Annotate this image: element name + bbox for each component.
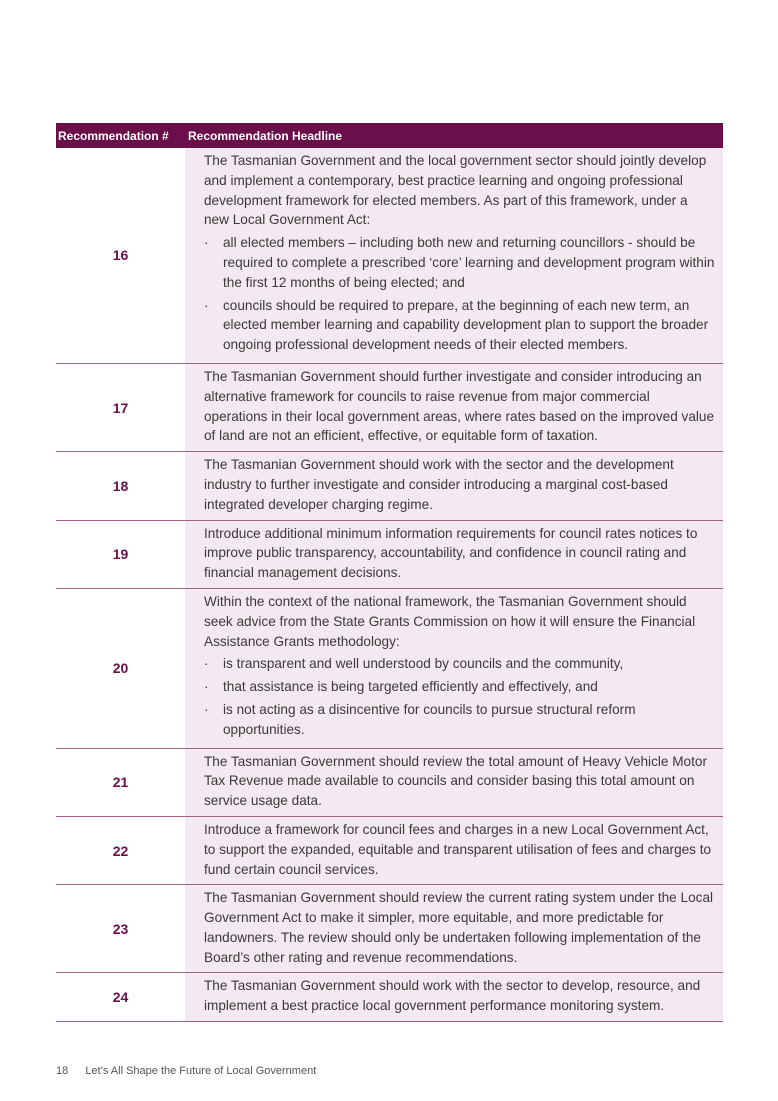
recommendation-number: 24 xyxy=(56,973,185,1022)
table-row xyxy=(56,452,723,520)
page-number: 18 xyxy=(56,1065,69,1077)
recommendations-table xyxy=(56,123,723,1022)
recommendation-number: 20 xyxy=(56,588,185,748)
recommendation-text: The Tasmanian Government should review the total amount of Heavy Vehicle Motor Tax Revenue made available to councils and consider basing this total amount on service usage data. xyxy=(204,753,707,809)
bullet-item: · all elected members – including both new and returning councillors - should be required to complete a prescribed ‘core’ learning and development program within the first 12 months of being elected; and xyxy=(204,233,715,292)
recommendation-headline xyxy=(185,363,723,451)
recommendation-number: 21 xyxy=(56,748,185,816)
recommendation-text: Introduce additional minimum information requirements for council rates notices to improve public transparency, accountability, and confidence in council rating and financial management decisions. xyxy=(204,525,698,581)
bullet-list xyxy=(204,233,715,355)
recommendation-headline xyxy=(185,973,723,1022)
recommendation-text: The Tasmanian Government and the local government sector should jointly develop and implement a contemporary, best practice learning and ongoing professional development framework for elected members. As part of this framework, under a new Local Government Act: xyxy=(204,153,707,228)
column-header-number: Recommendation # xyxy=(56,123,185,148)
bullet-item: · is not acting as a disincentive for councils to pursue structural reform opportunities. xyxy=(204,700,715,740)
recommendation-text: Within the context of the national framework, the Tasmanian Government should seek advice from the State Grants Commission on how it will ensure the Financial Assistance Grants methodology: xyxy=(204,593,696,649)
bullet-item: · that assistance is being targeted efficiently and effectively, and xyxy=(204,677,715,697)
recommendation-text: The Tasmanian Government should work with the sector to develop, resource, and implement a best practice local government performance monitoring system. xyxy=(204,978,701,1014)
recommendation-headline xyxy=(185,816,723,884)
recommendation-text: The Tasmanian Government should work with the sector and the development industry to further investigate and consider introducing a marginal cost-based integrated developer charging regime. xyxy=(204,457,674,512)
recommendation-headline xyxy=(185,748,723,816)
recommendation-headline xyxy=(185,520,723,588)
table-row xyxy=(56,748,723,816)
recommendation-text: The Tasmanian Government should review the current rating system under the Local Government Act to make it simpler, more equitable, and more predictable for landowners. The review should only be undertaken following implementation of the Board’s other rating and revenue recommendations. xyxy=(204,890,714,965)
recommendation-headline xyxy=(185,588,723,748)
recommendation-headline xyxy=(185,148,723,363)
bullet-item: · is transparent and well understood by councils and the community, xyxy=(204,654,715,674)
document-title: Let’s All Shape the Future of Local Government xyxy=(85,1065,317,1077)
bullet-list xyxy=(204,654,715,739)
table-row xyxy=(56,148,723,363)
recommendation-number: 22 xyxy=(56,816,185,884)
table-row xyxy=(56,973,723,1022)
recommendation-number: 16 xyxy=(56,148,185,363)
table-row xyxy=(56,520,723,588)
recommendation-text: The Tasmanian Government should further investigate and consider introducing an alternative framework for councils to raise revenue from major commercial operations in their local government areas, where rates based on the improved value of land are not an efficient, effective, or equitable form of taxation. xyxy=(204,368,715,444)
recommendation-headline xyxy=(185,452,723,520)
recommendation-number: 18 xyxy=(56,452,185,520)
table-body xyxy=(56,148,723,1022)
page-footer xyxy=(56,1065,316,1077)
table-row xyxy=(56,816,723,884)
table-header-row xyxy=(56,123,723,148)
table-row xyxy=(56,885,723,973)
recommendation-number: 19 xyxy=(56,520,185,588)
bullet-item: · councils should be required to prepare, at the beginning of each new term, an elected member learning and capability development plan to support the broader ongoing professional development needs of their elected members. xyxy=(204,296,715,355)
recommendation-number: 23 xyxy=(56,885,185,973)
table-row xyxy=(56,588,723,748)
table-row xyxy=(56,363,723,451)
recommendation-text: Introduce a framework for council fees and charges in a new Local Government Act, to support the expanded, equitable and transparent utilisation of fees and charges to fund certain council services. xyxy=(204,821,712,877)
recommendation-number: 17 xyxy=(56,363,185,451)
column-header-headline: Recommendation Headline xyxy=(185,123,723,148)
recommendation-headline xyxy=(185,885,723,973)
